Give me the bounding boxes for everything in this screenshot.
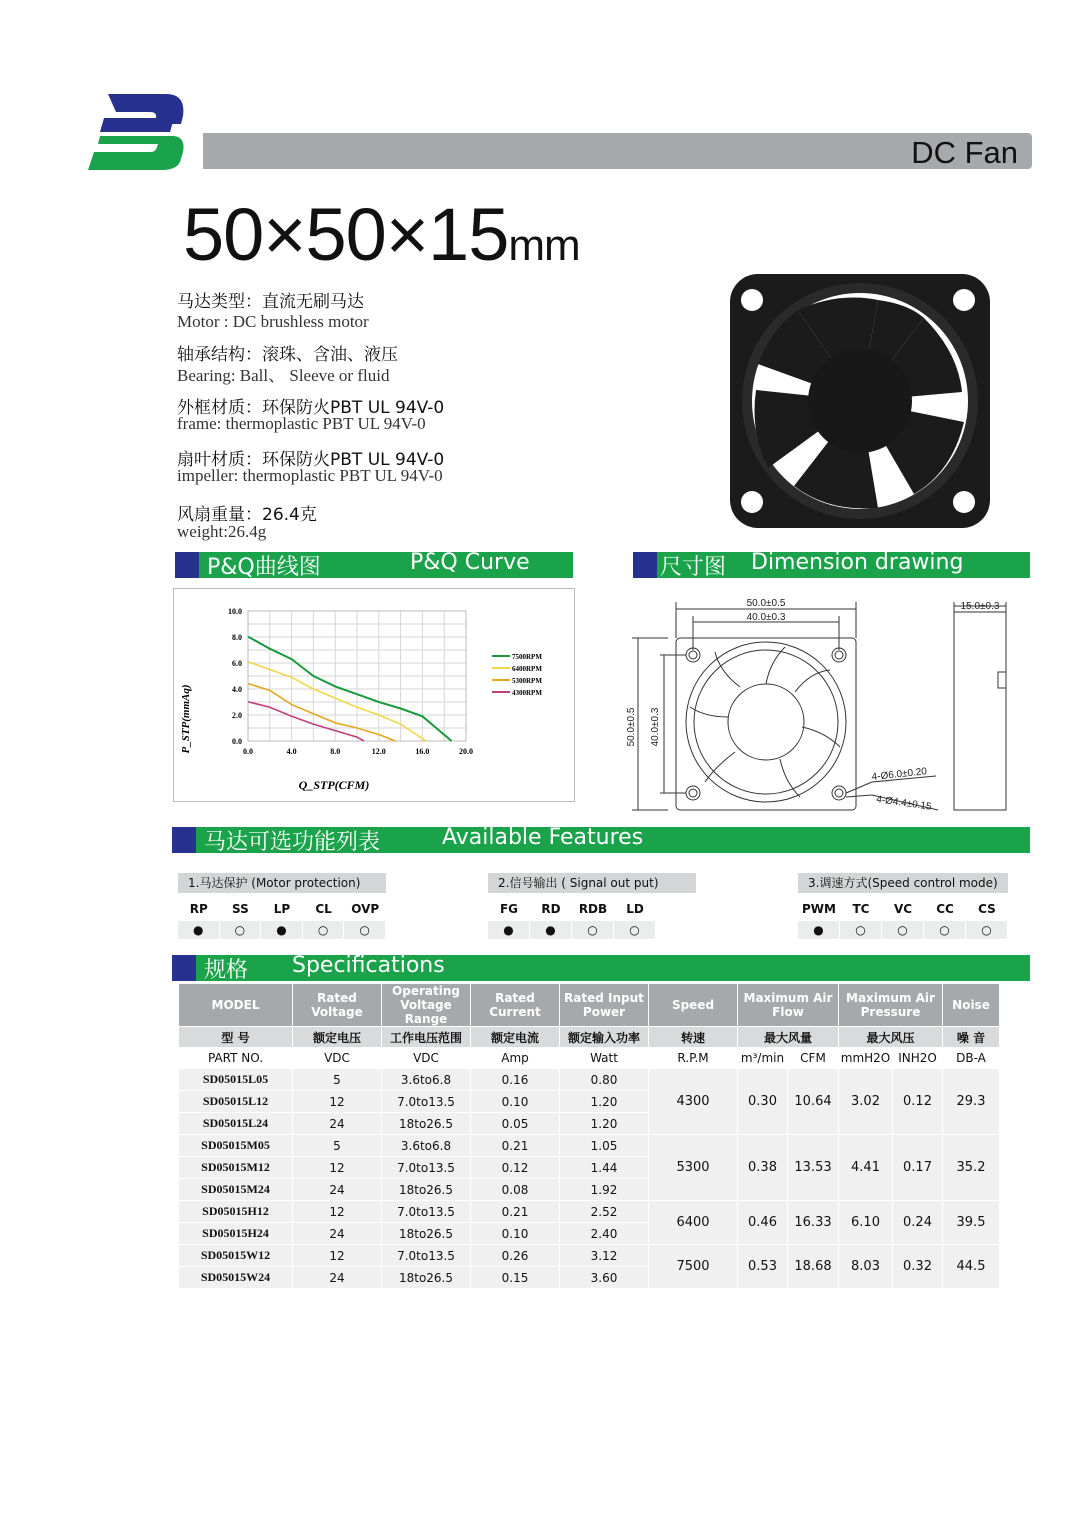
pq-curve-header-cn: P&Q曲线图 bbox=[207, 555, 321, 580]
unit-cell: m³/min bbox=[738, 1048, 787, 1068]
dim-outer-width: 50.0±0.5 bbox=[746, 598, 786, 609]
feature-code: PWM bbox=[798, 899, 840, 919]
table-row bbox=[179, 1245, 999, 1266]
dim-hole-pitch-vertical: 40.0±0.3 bbox=[650, 707, 661, 747]
dim-hole-inner: 4-Ø4.4±0.15 bbox=[875, 794, 933, 813]
spec-frame-en: frame: thermoplastic PBT UL 94V-0 bbox=[177, 414, 426, 433]
table-cell: 24 bbox=[293, 1223, 381, 1244]
pq-curve-header-en: P&Q Curve bbox=[410, 550, 530, 575]
col-header-cn: 额定输入功率 bbox=[560, 1027, 648, 1047]
spec-impeller-en: impeller: thermoplastic PBT UL 94V-0 bbox=[177, 466, 443, 485]
table-cell: 3.12 bbox=[560, 1245, 648, 1266]
feature-code: CS bbox=[966, 899, 1008, 919]
group-cell-cfm: 10.64 bbox=[788, 1069, 838, 1134]
col-header-cn: 最大风量 bbox=[738, 1027, 838, 1047]
y-tick-label: 4.0 bbox=[232, 685, 242, 694]
model-cell: SD05015M12 bbox=[179, 1157, 292, 1178]
group-cell-noise: 35.2 bbox=[943, 1135, 999, 1200]
x-tick-label: 16.0 bbox=[415, 747, 430, 756]
feature-code: TC bbox=[840, 899, 882, 919]
legend-label: 6400RPM bbox=[512, 665, 542, 673]
model-cell: SD05015L05 bbox=[179, 1069, 292, 1090]
specifications-table bbox=[178, 983, 1000, 1289]
features-header-cn: 马达可选功能列表 bbox=[204, 830, 381, 855]
col-header-rated-power: Rated Input Power bbox=[560, 984, 648, 1026]
table-cell: 7.0to13.5 bbox=[382, 1157, 470, 1178]
col-header-noise: Noise bbox=[943, 984, 999, 1026]
table-cell: 1.20 bbox=[560, 1091, 648, 1112]
col-header-speed: Speed bbox=[649, 984, 737, 1026]
feature-item bbox=[840, 899, 882, 939]
feature-mark: ● bbox=[178, 921, 219, 939]
col-header-cn: 工作电压范围 bbox=[382, 1027, 470, 1047]
specifications-header bbox=[172, 955, 1030, 981]
feature-group-title: 2.信号输出 ( Signal out put) bbox=[488, 873, 696, 893]
pq-chart bbox=[174, 589, 574, 801]
table-cell: 24 bbox=[293, 1179, 381, 1200]
group-cell-speed: 7500 bbox=[649, 1245, 737, 1288]
dimension-drawing bbox=[620, 592, 1020, 818]
series-line-4300rpm bbox=[248, 702, 364, 741]
table-cell: 18to26.5 bbox=[382, 1223, 470, 1244]
unit-cell: INH2O bbox=[893, 1048, 942, 1068]
feature-code: RDB bbox=[572, 899, 614, 919]
doc-type-label: DC Fan bbox=[911, 135, 1018, 170]
table-cell: 3.6to6.8 bbox=[382, 1069, 470, 1090]
features-header bbox=[172, 827, 1030, 853]
table-cell: 0.16 bbox=[471, 1069, 559, 1090]
legend-label: 5300RPM bbox=[512, 677, 542, 685]
unit-cell: Amp bbox=[471, 1048, 559, 1068]
feature-code: VC bbox=[882, 899, 924, 919]
table-cell: 1.20 bbox=[560, 1113, 648, 1134]
feature-mark: ● bbox=[530, 921, 571, 939]
group-cell-m3: 0.46 bbox=[738, 1201, 787, 1244]
series-line-6400rpm bbox=[248, 662, 426, 741]
feature-group-signal-output bbox=[488, 873, 696, 939]
table-cell: 2.52 bbox=[560, 1201, 648, 1222]
unit-cell: DB-A bbox=[943, 1048, 999, 1068]
table-units-row bbox=[179, 1048, 999, 1068]
table-cell: 0.05 bbox=[471, 1113, 559, 1134]
feature-mark: ○ bbox=[614, 921, 655, 939]
table-cell: 5 bbox=[293, 1069, 381, 1090]
spec-frame-cn: 外框材质：环保防火PBT UL 94V-0 bbox=[177, 398, 445, 418]
dimension-header-cn: 尺寸图 bbox=[660, 555, 727, 580]
fan-photo bbox=[728, 272, 992, 530]
table-cell: 12 bbox=[293, 1091, 381, 1112]
feature-mark: ● bbox=[261, 921, 302, 939]
table-row bbox=[179, 1135, 999, 1156]
feature-code: LD bbox=[614, 899, 656, 919]
spec-impeller-cn: 扇叶材质：环保防火PBT UL 94V-0 bbox=[177, 450, 445, 470]
table-cell: 12 bbox=[293, 1201, 381, 1222]
dimension-header bbox=[633, 552, 1030, 578]
y-tick-label: 10.0 bbox=[228, 607, 242, 616]
feature-code: CL bbox=[303, 899, 345, 919]
table-cell: 18to26.5 bbox=[382, 1267, 470, 1288]
feature-item bbox=[966, 899, 1008, 939]
x-tick-label: 0.0 bbox=[243, 747, 253, 756]
table-cell: 18to26.5 bbox=[382, 1113, 470, 1134]
table-cell: 24 bbox=[293, 1113, 381, 1134]
group-cell-inh2o: 0.32 bbox=[893, 1245, 942, 1288]
dim-thickness: 15.0±0.3 bbox=[960, 601, 1000, 612]
pq-chart-frame bbox=[173, 588, 575, 802]
model-cell: SD05015L12 bbox=[179, 1091, 292, 1112]
feature-item bbox=[882, 899, 924, 939]
table-cell: 0.10 bbox=[471, 1091, 559, 1112]
col-header-cn: 转速 bbox=[649, 1027, 737, 1047]
table-cell: 0.08 bbox=[471, 1179, 559, 1200]
table-cell: 3.60 bbox=[560, 1267, 648, 1288]
model-cell: SD05015H24 bbox=[179, 1223, 292, 1244]
unit-cell: Watt bbox=[560, 1048, 648, 1068]
feature-item bbox=[530, 899, 572, 939]
table-cell: 5 bbox=[293, 1135, 381, 1156]
table-cell: 1.05 bbox=[560, 1135, 648, 1156]
x-tick-label: 8.0 bbox=[330, 747, 341, 756]
feature-mark: ● bbox=[798, 921, 839, 939]
group-cell-inh2o: 0.17 bbox=[893, 1135, 942, 1200]
table-cell: 0.80 bbox=[560, 1069, 648, 1090]
table-cell: 0.26 bbox=[471, 1245, 559, 1266]
table-cell: 0.21 bbox=[471, 1201, 559, 1222]
x-tick-label: 20.0 bbox=[459, 747, 473, 756]
pq-curve-header bbox=[175, 552, 573, 578]
group-cell-inh2o: 0.12 bbox=[893, 1069, 942, 1134]
table-cell: 0.10 bbox=[471, 1223, 559, 1244]
y-tick-label: 0.0 bbox=[232, 737, 242, 746]
group-cell-mmh2o: 6.10 bbox=[839, 1201, 892, 1244]
spec-bearing-en: Bearing: Ball、 Sleeve or fluid bbox=[177, 366, 390, 385]
group-cell-noise: 39.5 bbox=[943, 1201, 999, 1244]
feature-mark: ○ bbox=[572, 921, 613, 939]
spec-motor-cn: 马达类型：直流无刷马达 bbox=[177, 292, 364, 312]
dim-outer-height: 50.0±0.5 bbox=[626, 707, 637, 747]
group-cell-m3: 0.38 bbox=[738, 1135, 787, 1200]
model-cell: SD05015L24 bbox=[179, 1113, 292, 1134]
model-cell: SD05015W12 bbox=[179, 1245, 292, 1266]
col-header-rated-voltage: Rated Voltage bbox=[293, 984, 381, 1026]
legend-label: 4300RPM bbox=[512, 689, 542, 697]
feature-code: CC bbox=[924, 899, 966, 919]
col-header-model: MODEL bbox=[179, 984, 292, 1026]
model-cell: SD05015H12 bbox=[179, 1201, 292, 1222]
table-cell: 12 bbox=[293, 1245, 381, 1266]
col-header-air-flow: Maximum Air Flow bbox=[738, 984, 838, 1026]
dimension-header-en: Dimension drawing bbox=[751, 550, 964, 575]
table-cell: 7.0to13.5 bbox=[382, 1091, 470, 1112]
legend-label: 7500RPM bbox=[512, 653, 542, 661]
feature-item bbox=[261, 899, 303, 939]
unit-cell: CFM bbox=[788, 1048, 838, 1068]
table-cell: 12 bbox=[293, 1157, 381, 1178]
feature-item bbox=[220, 899, 262, 939]
features-header-en: Available Features bbox=[442, 825, 644, 850]
group-cell-mmh2o: 3.02 bbox=[839, 1069, 892, 1134]
fan-size-unit: mm bbox=[508, 221, 580, 270]
spec-bearing-cn: 轴承结构：滚珠、含油、液压 bbox=[177, 345, 398, 365]
feature-mark: ○ bbox=[882, 921, 923, 939]
feature-mark: ○ bbox=[924, 921, 965, 939]
spec-motor-en: Motor : DC brushless motor bbox=[177, 312, 369, 331]
group-cell-speed: 5300 bbox=[649, 1135, 737, 1200]
col-header-operating-voltage: Operating Voltage Range bbox=[382, 984, 470, 1026]
group-cell-mmh2o: 8.03 bbox=[839, 1245, 892, 1288]
fan-size-main: 50×50×15 bbox=[183, 193, 509, 276]
dim-hole-pitch: 40.0±0.3 bbox=[746, 612, 786, 623]
feature-item bbox=[303, 899, 345, 939]
model-cell: SD05015W24 bbox=[179, 1267, 292, 1288]
chart-x-label: Q_STP(CFM) bbox=[298, 778, 370, 792]
table-cell: 2.40 bbox=[560, 1223, 648, 1244]
group-cell-speed: 6400 bbox=[649, 1201, 737, 1244]
group-cell-m3: 0.30 bbox=[738, 1069, 787, 1134]
feature-item bbox=[488, 899, 530, 939]
unit-cell: mmH2O bbox=[839, 1048, 892, 1068]
table-cell: 1.92 bbox=[560, 1179, 648, 1200]
table-cell: 1.44 bbox=[560, 1157, 648, 1178]
group-cell-cfm: 16.33 bbox=[788, 1201, 838, 1244]
table-cell: 24 bbox=[293, 1267, 381, 1288]
table-header-en-row bbox=[179, 984, 999, 1026]
feature-item bbox=[178, 899, 220, 939]
model-cell: SD05015M05 bbox=[179, 1135, 292, 1156]
group-cell-speed: 4300 bbox=[649, 1069, 737, 1134]
unit-cell: PART NO. bbox=[179, 1048, 292, 1068]
model-cell: SD05015M24 bbox=[179, 1179, 292, 1200]
group-cell-noise: 44.5 bbox=[943, 1245, 999, 1288]
spec-weight-en: weight:26.4g bbox=[177, 522, 267, 541]
x-tick-label: 4.0 bbox=[286, 747, 297, 756]
table-cell: 7.0to13.5 bbox=[382, 1245, 470, 1266]
table-header-cn-row bbox=[179, 1027, 999, 1047]
feature-code: OVP bbox=[344, 899, 386, 919]
y-tick-label: 8.0 bbox=[232, 633, 242, 642]
feature-item bbox=[924, 899, 966, 939]
fan-size-title bbox=[183, 192, 580, 277]
feature-group-title: 1.马达保护 (Motor protection) bbox=[178, 873, 386, 893]
chart-y-label: P_STP(mmAq) bbox=[180, 684, 192, 754]
feature-code: RP bbox=[178, 899, 220, 919]
table-cell: 0.21 bbox=[471, 1135, 559, 1156]
table-row bbox=[179, 1069, 999, 1090]
dim-hole-outer: 4-Ø6.0±0.20 bbox=[871, 766, 928, 783]
feature-code: FG bbox=[488, 899, 530, 919]
specifications-header-cn: 规格 bbox=[204, 958, 249, 983]
unit-cell: VDC bbox=[293, 1048, 381, 1068]
group-cell-m3: 0.53 bbox=[738, 1245, 787, 1288]
feature-code: LP bbox=[261, 899, 303, 919]
feature-item bbox=[798, 899, 840, 939]
table-cell: 18to26.5 bbox=[382, 1179, 470, 1200]
feature-mark: ○ bbox=[344, 921, 385, 939]
title-bar bbox=[203, 133, 1032, 169]
group-cell-noise: 29.3 bbox=[943, 1069, 999, 1134]
feature-mark: ○ bbox=[840, 921, 881, 939]
col-header-rated-current: Rated Current bbox=[471, 984, 559, 1026]
x-tick-label: 12.0 bbox=[371, 747, 386, 756]
col-header-cn: 型 号 bbox=[179, 1027, 292, 1047]
feature-code: SS bbox=[220, 899, 262, 919]
group-cell-inh2o: 0.24 bbox=[893, 1201, 942, 1244]
spec-weight-cn: 风扇重量：26.4克 bbox=[177, 505, 317, 525]
col-header-air-pressure: Maximum Air Pressure bbox=[839, 984, 942, 1026]
specifications-header-en: Specifications bbox=[292, 953, 445, 978]
group-cell-mmh2o: 4.41 bbox=[839, 1135, 892, 1200]
table-cell: 0.15 bbox=[471, 1267, 559, 1288]
feature-item bbox=[614, 899, 656, 939]
feature-mark: ○ bbox=[966, 921, 1007, 939]
feature-mark: ○ bbox=[303, 921, 344, 939]
feature-group-title: 3.调速方式(Speed control mode) bbox=[798, 873, 1008, 893]
col-header-cn: 额定电流 bbox=[471, 1027, 559, 1047]
col-header-cn: 额定电压 bbox=[293, 1027, 381, 1047]
y-tick-label: 6.0 bbox=[232, 659, 242, 668]
col-header-cn: 噪 音 bbox=[943, 1027, 999, 1047]
feature-group-speed-control bbox=[798, 873, 1008, 939]
feature-group-motor-protection bbox=[178, 873, 386, 939]
col-header-cn: 最大风压 bbox=[839, 1027, 942, 1047]
feature-mark: ● bbox=[488, 921, 529, 939]
table-cell: 0.12 bbox=[471, 1157, 559, 1178]
feature-code: RD bbox=[530, 899, 572, 919]
feature-mark: ○ bbox=[220, 921, 261, 939]
table-cell: 3.6to6.8 bbox=[382, 1135, 470, 1156]
unit-cell: VDC bbox=[382, 1048, 470, 1068]
y-tick-label: 2.0 bbox=[232, 711, 242, 720]
table-row bbox=[179, 1201, 999, 1222]
feature-item bbox=[572, 899, 614, 939]
feature-item bbox=[344, 899, 386, 939]
table-cell: 7.0to13.5 bbox=[382, 1201, 470, 1222]
brand-logo bbox=[86, 92, 190, 172]
unit-cell: R.P.M bbox=[649, 1048, 737, 1068]
group-cell-cfm: 18.68 bbox=[788, 1245, 838, 1288]
group-cell-cfm: 13.53 bbox=[788, 1135, 838, 1200]
